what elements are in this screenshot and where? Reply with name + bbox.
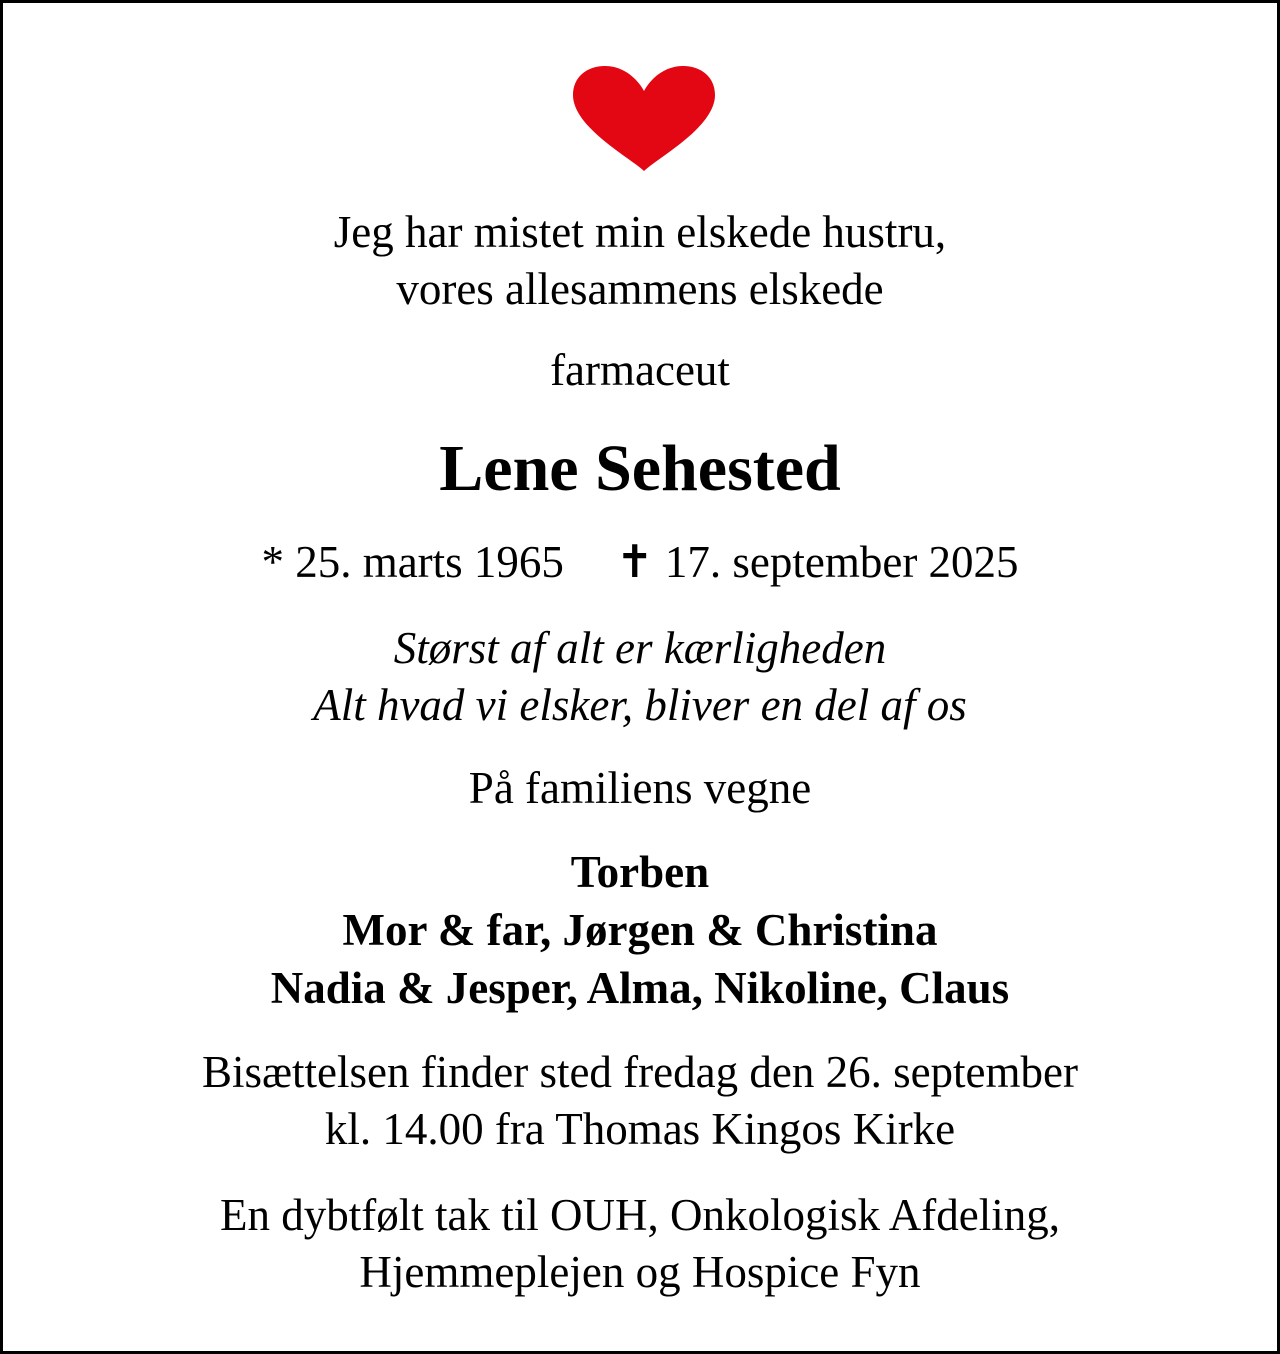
intro-line-2: vores allesammens elskede — [396, 264, 884, 314]
life-dates — [3, 533, 1277, 591]
heart-icon — [571, 65, 717, 173]
profession: farmaceut — [550, 345, 730, 395]
family-line-3: Nadia & Jesper, Alma, Nikoline, Claus — [270, 963, 1010, 1013]
funeral-line-1: Bisættelsen finder sted fredag den 26. september — [201, 1047, 1078, 1097]
thanks-line-2: Hjemmeplejen og Hospice Fyn — [359, 1247, 921, 1297]
funeral-line-2: kl. 14.00 fra Thomas Kingos Kirke — [324, 1104, 956, 1154]
on-behalf-text: På familiens vegne — [468, 763, 812, 813]
family-line-1: Torben — [570, 847, 710, 897]
birth-date: * 25. marts 1965 — [261, 537, 564, 587]
thanks-line-1: En dybtfølt tak til OUH, Onkologisk Afdeling, — [220, 1190, 1060, 1240]
deceased-name: Lene Sehested — [439, 432, 841, 505]
family-line-2: Mor & far, Jørgen & Christina — [342, 905, 938, 955]
quote-line-2: Alt hvad vi elsker, bliver en del af os — [313, 680, 967, 730]
intro-line-1: Jeg har mistet min elskede hustru, — [333, 207, 947, 257]
quote-line-1: Størst af alt er kærligheden — [393, 623, 887, 673]
heart-shape — [573, 66, 715, 171]
death-date: ✝ 17. september 2025 — [615, 537, 1019, 587]
